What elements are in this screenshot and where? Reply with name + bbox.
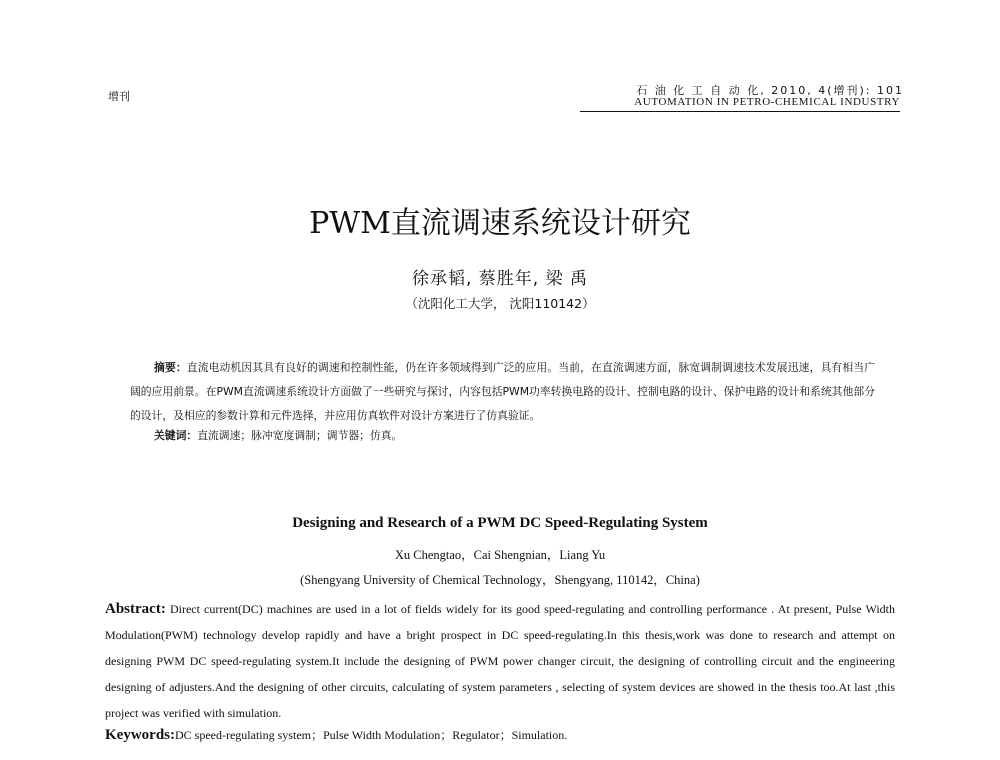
header-rule [580, 111, 900, 112]
affiliation-en: (Shengyang University of Chemical Technology，Shengyang, 110142，China) [300, 573, 700, 587]
keywords-text-cn: 直流调速；脉冲宽度调制；调节器；仿真。 [197, 429, 403, 442]
abstract-text-cn: 直流电动机因其具有良好的调速和控制性能，仍在许多领域得到广泛的应用。当前，在直流调速方面，脉宽调制调速技术发展迅速，具有相当广阔的应用前景。在PWM直流调速系统设计方面做了一些研究与探讨，内容包括PWM功率转换电路的设计、控制电路的设计、保护电路的设计和系统其他部分的设计，及相应的参数计算和元件选择，并应用仿真软件对设计方案进行了仿真验证。 [130, 361, 875, 422]
abstract-label-en: Abstract: [105, 601, 166, 617]
abstract-cn [130, 356, 875, 428]
keywords-label-cn: 关键词： [154, 429, 198, 442]
affiliation-cn: （沈阳化工大学， 沈阳110142） [405, 296, 595, 311]
abstract-en [105, 596, 895, 726]
keywords-text-en: DC speed-regulating system；Pulse Width Modulation；Regulator；Simulation. [175, 728, 568, 742]
abstract-text-en: Direct current(DC) machines are used in a lot of fields widely for its good speed-regulating and controlling performance . At present, Pulse Width Modulation(PWM) technology develop rapidly and have a bright prospect in DC speed-regulating.In this thesis,work was done to research and attempt on designing PWM DC speed-regulating system.It include the designing of PWM power changer circuit, the designing of controlling circuit and the engineering designing of adjusters.And the designing of other circuits, calculating of system parameters , selecting of system devices are showed in the thesis too.At last ,this project was verified with simulation. [105, 602, 895, 720]
journal-citation-cn: 石 油 化 工 自 动 化, 2010, 4(增刊): 101 [636, 84, 904, 97]
header-supplement-label: 增刊 [108, 90, 130, 103]
keywords-en [105, 726, 567, 744]
keywords-cn [154, 428, 402, 443]
paper-title-cn: PWM直流调速系统设计研究 [309, 206, 691, 241]
authors-cn: 徐承韬, 蔡胜年, 梁 禹 [411, 269, 589, 289]
journal-name-en: AUTOMATION IN PETRO-CHEMICAL INDUSTRY [634, 96, 900, 108]
authors-en: Xu Chengtao，Cai Shengnian，Liang Yu [394, 548, 606, 562]
abstract-label-cn: 摘要： [154, 361, 187, 374]
paper-title-en: Designing and Research of a PWM DC Speed-Regulating System [292, 515, 708, 531]
keywords-label-en: Keywords: [105, 727, 175, 743]
